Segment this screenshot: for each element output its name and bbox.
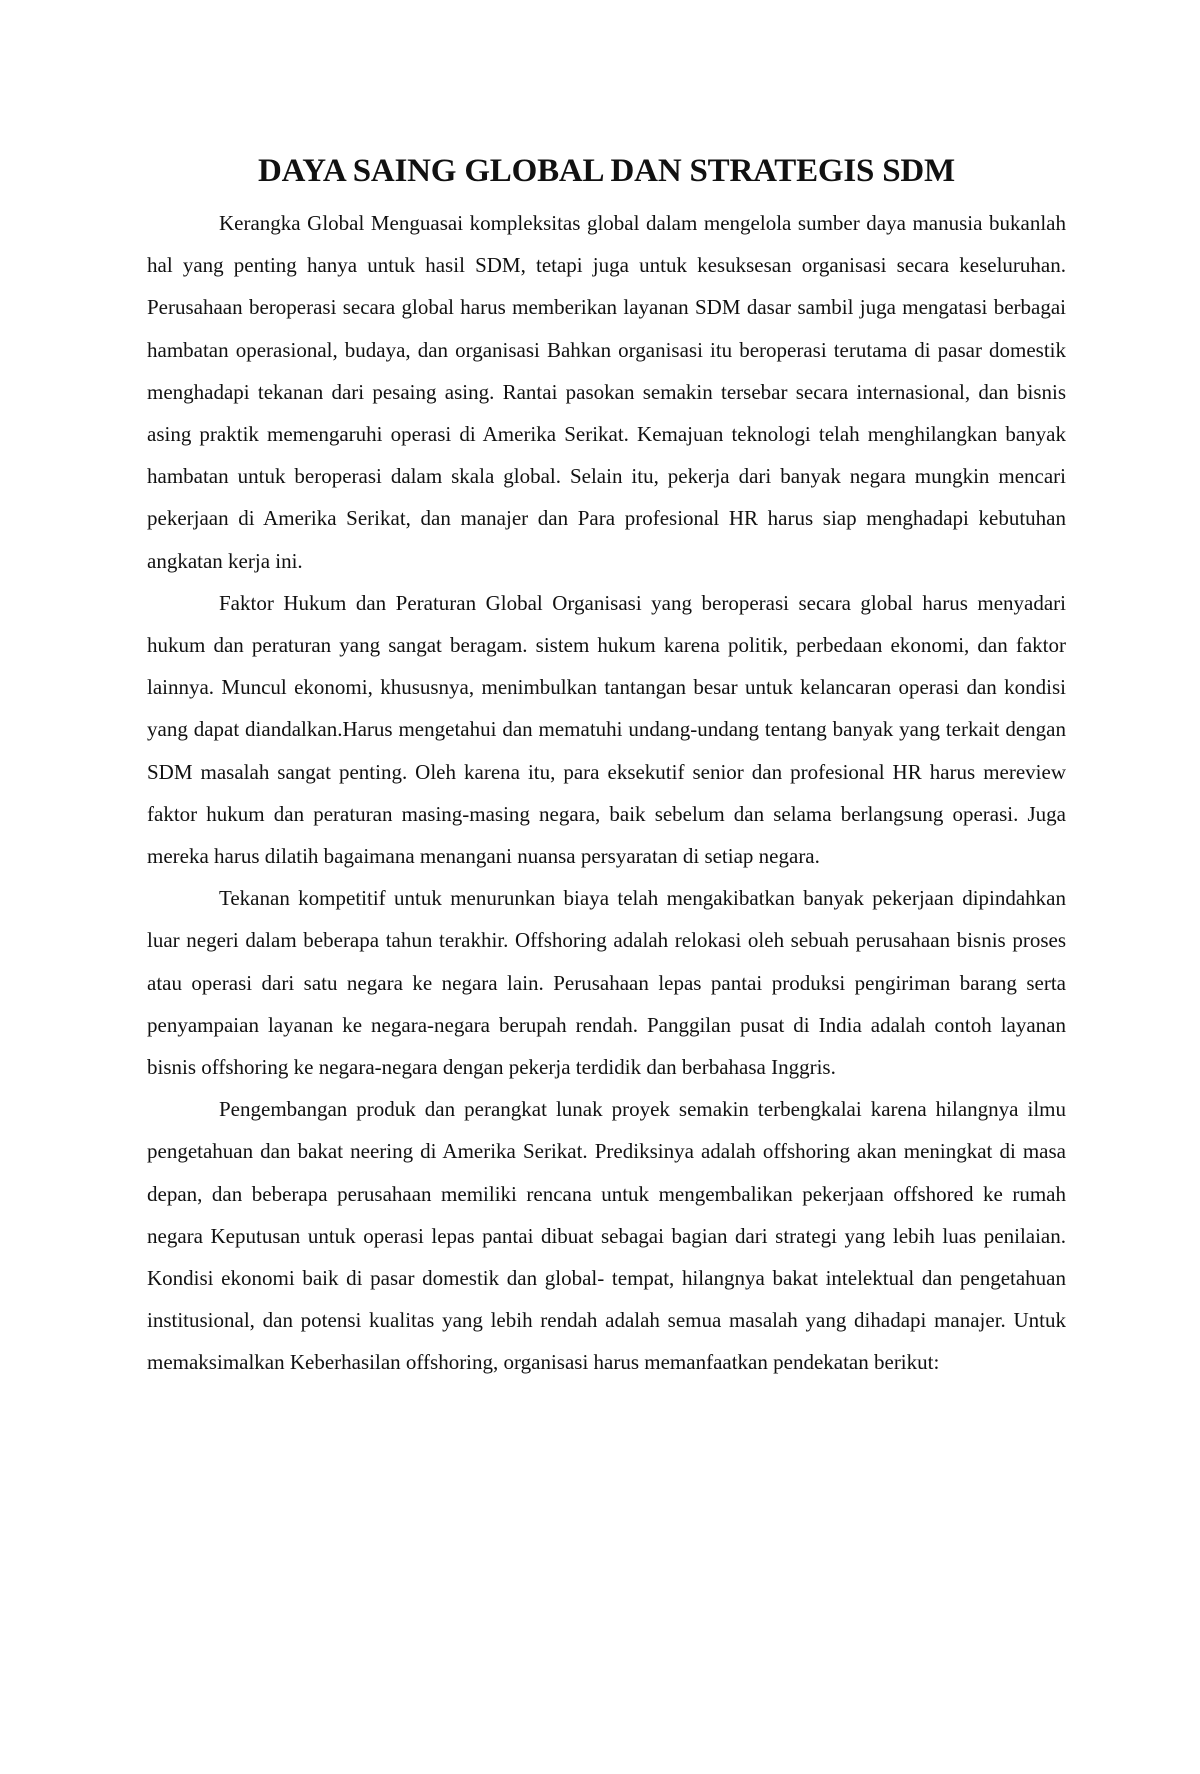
paragraph-legal-regulatory: Faktor Hukum dan Peraturan Global Organisasi yang beroperasi secara global harus menyadari hukum dan peraturan yang sangat beragam. sistem hukum karena politik, perbedaan ekonomi, dan faktor lainnya. Muncul ekonomi, khususnya, menimbulkan tantangan besar untuk kelancaran operasi dan kondisi yang dapat diandalkan.Harus mengetahui dan mematuhi undang-undang tentang banyak yang terkait dengan SDM masalah sangat penting. Oleh karena itu, para eksekutif senior dan profesional HR harus mereview faktor hukum dan peraturan masing-masing negara, baik sebelum dan selama berlangsung operasi. Juga mereka harus dilatih bagaimana menangani nuansa persyaratan di setiap negara. [147,590,1066,869]
document-body [147,148,1066,1384]
paragraph-global-framework: Kerangka Global Menguasai kompleksitas global dalam mengelola sumber daya manusia bukanlah hal yang penting hanya untuk hasil SDM, tetapi juga untuk kesuksesan organisasi secara keseluruhan. Perusahaan beroperasi secara global harus memberikan layanan SDM dasar sambil juga mengatasi berbagai hambatan operasional, budaya, dan organisasi Bahkan organisasi itu beroperasi terutama di pasar domestik menghadapi tekanan dari pesaing asing. Rantai pasokan semakin tersebar secara internasional, dan bisnis asing praktik memengaruhi operasi di Amerika Serikat. Kemajuan teknologi telah menghilangkan banyak hambatan untuk beroperasi dalam skala global. Selain itu, pekerja dari banyak negara mungkin mencari pekerjaan di Amerika Serikat, dan manajer dan Para profesional HR harus siap menghadapi kebutuhan angkatan kerja ini. [147,211,1066,573]
paragraph-product-development: Pengembangan produk dan perangkat lunak proyek semakin terbengkalai karena hilangnya ilmu pengetahuan dan bakat neering di Amerika Serikat. Prediksinya adalah offshoring akan meningkat di masa depan, dan beberapa perusahaan memiliki rencana untuk mengembalikan pekerjaan offshored ke rumah negara Keputusan untuk operasi lepas pantai dibuat sebagai bagian dari strategi yang lebih luas penilaian. Kondisi ekonomi baik di pasar domestik dan global- tempat, hilangnya bakat intelektual dan pengetahuan institusional, dan potensi kualitas yang lebih rendah adalah semua masalah yang dihadapi manajer. Untuk memaksimalkan Keberhasilan offshoring, organisasi harus memanfaatkan pendekatan berikut: [147,1097,1066,1375]
document-title: DAYA SAING GLOBAL DAN STRATEGIS SDM [258,153,955,189]
paragraph-offshoring: Tekanan kompetitif untuk menurunkan biaya telah mengakibatkan banyak pekerjaan dipindahkan luar negeri dalam beberapa tahun terakhir. Offshoring adalah relokasi oleh sebuah perusahaan bisnis proses atau operasi dari satu negara ke negara lain. Perusahaan lepas pantai produksi pengiriman barang serta penyampaian layanan ke negara-negara berupah rendah. Panggilan pusat di India adalah contoh layanan bisnis offshoring ke negara-negara dengan pekerja terdidik dan berbahasa Inggris. [147,886,1066,1080]
